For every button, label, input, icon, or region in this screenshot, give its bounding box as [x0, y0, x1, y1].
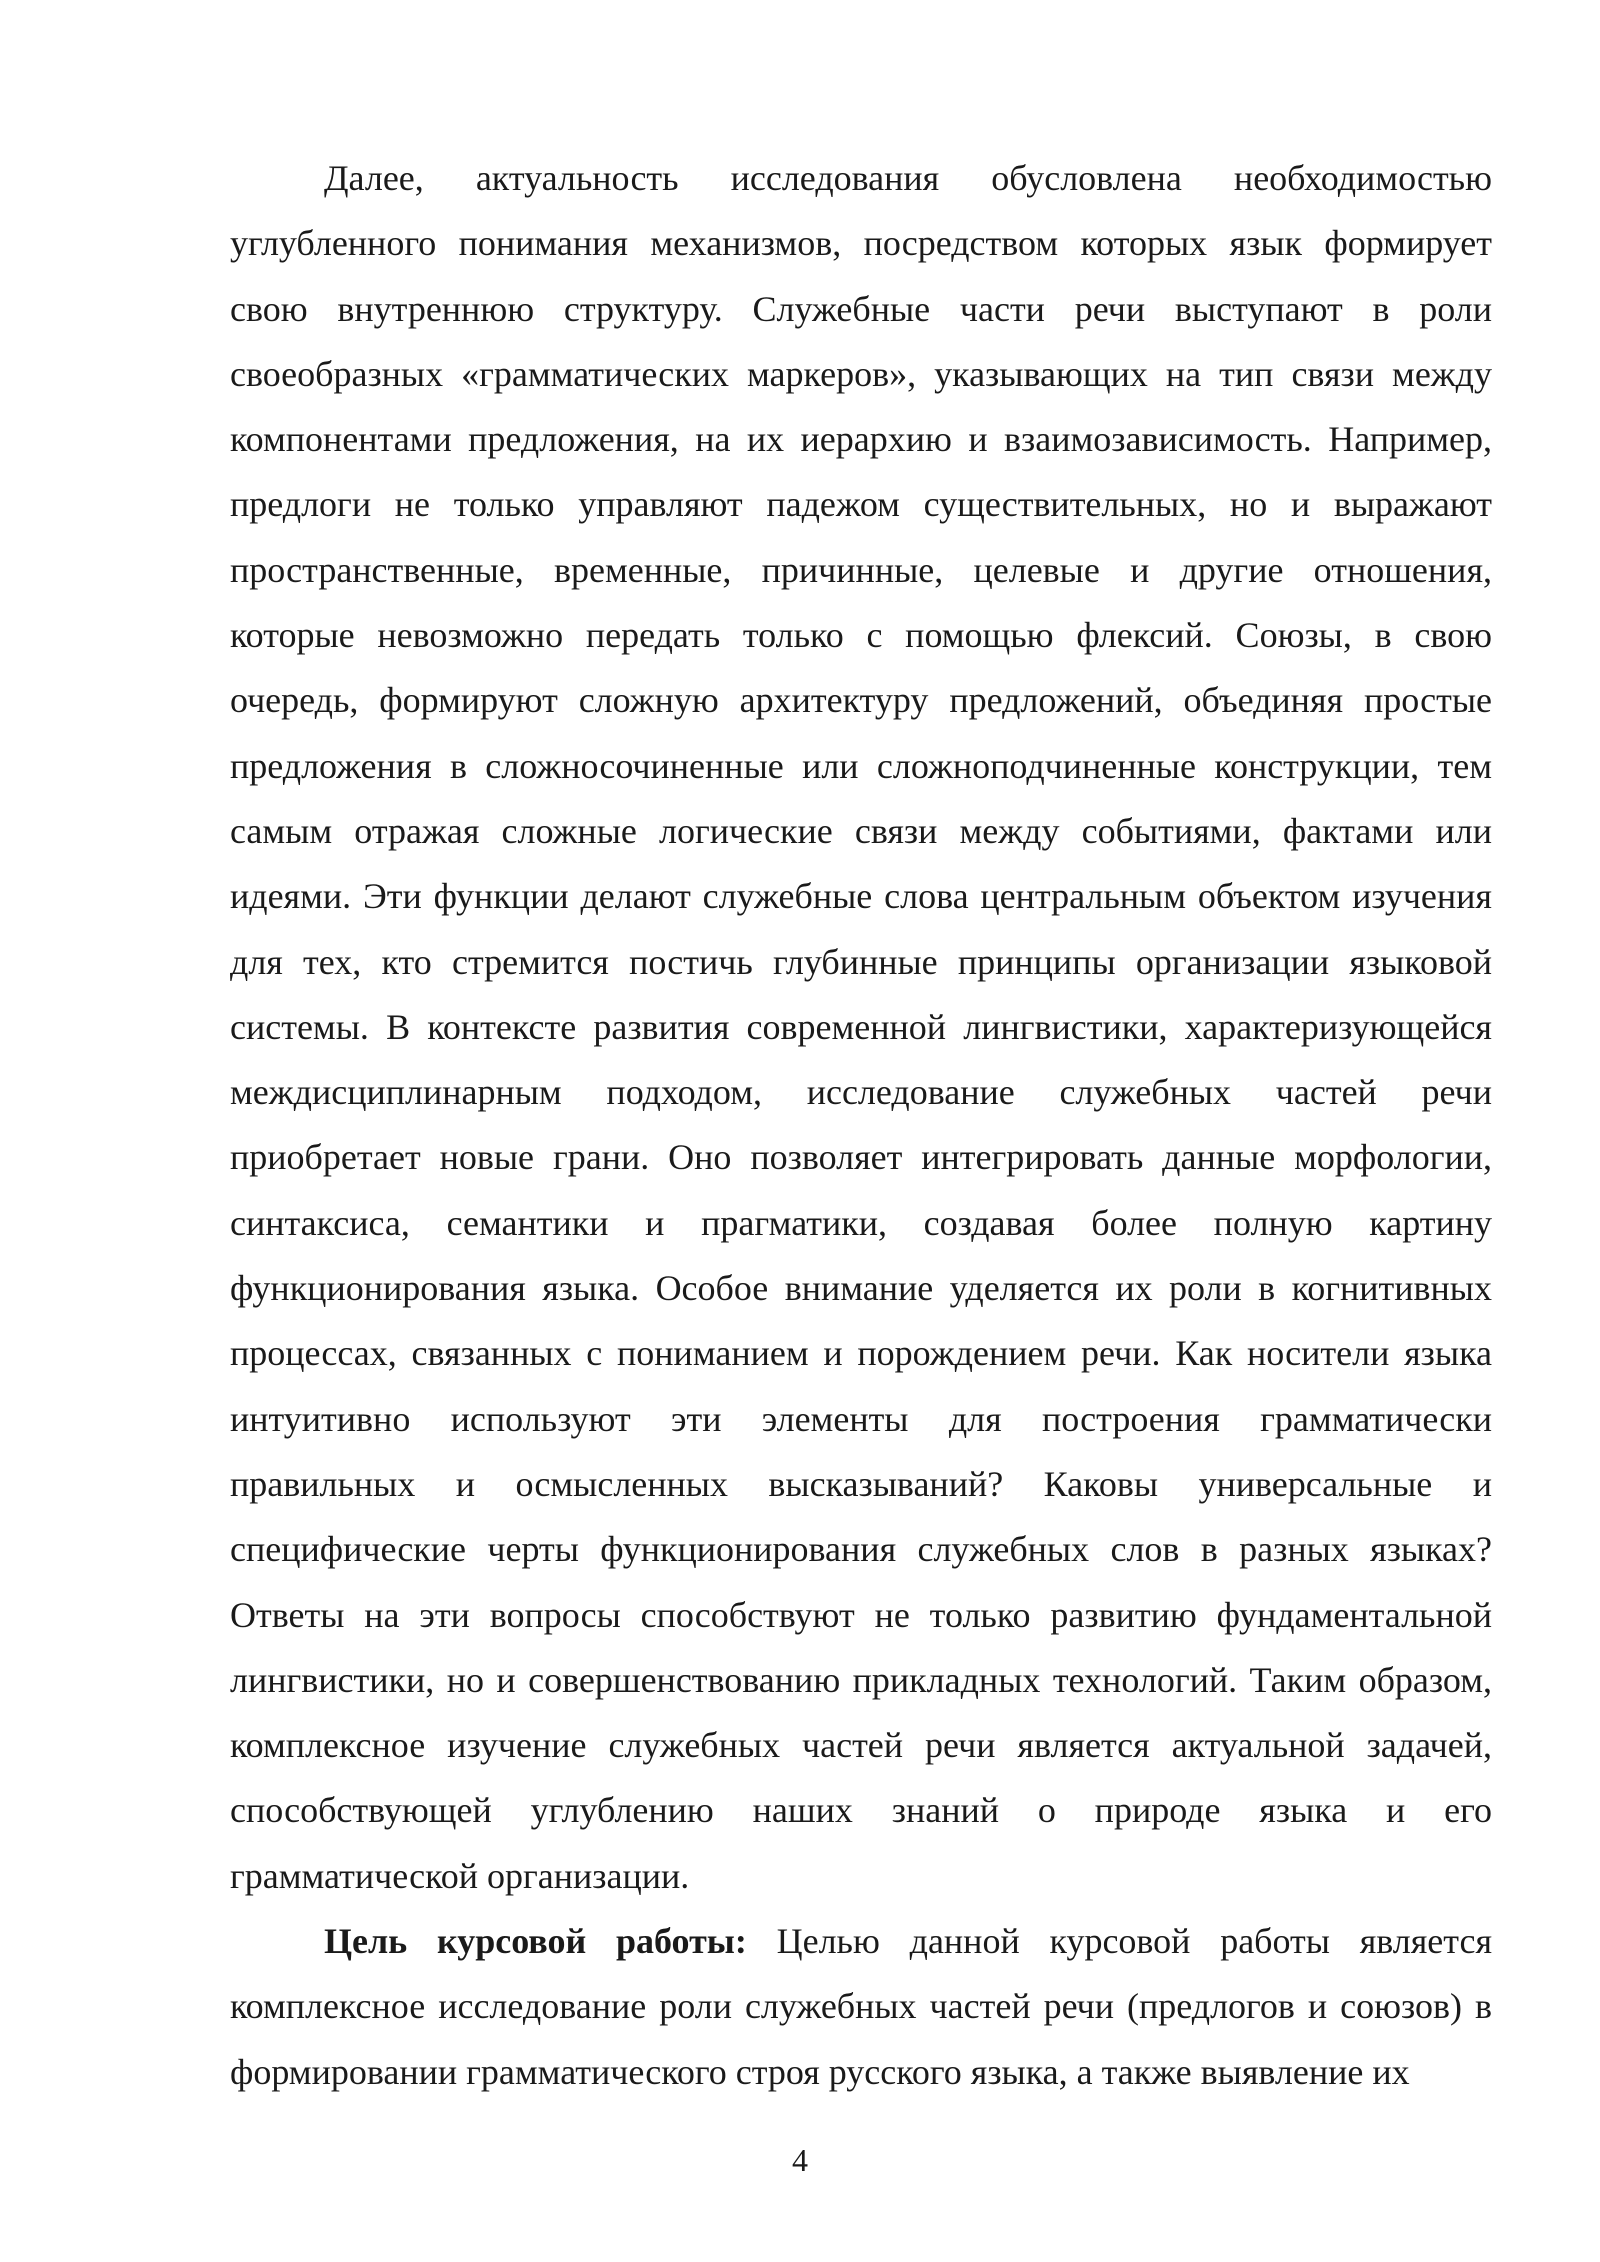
paragraph-goal [230, 1909, 1492, 2105]
body-text [230, 146, 1492, 2105]
paragraph-relevance [230, 146, 1492, 1909]
paragraph-text: Целью данной курсовой работы является комплексное исследование роли служебных частей речи (предлогов и союзов) в формировании грамматического строя русского языка, а также выявление их [230, 1921, 1492, 2092]
page-number: 4 [792, 2142, 808, 2178]
paragraph-label: Цель курсовой работы: [324, 1921, 747, 1962]
paragraph-text: Далее, актуальность исследования обусловлена необходимостью углубленного понимания механизмов, посредством которых язык формирует свою внутреннюю структуру. Служебные части речи выступают в роли своеобразных «грамматических маркеров», указывающих на тип связи между компонентами предложения, на их иерархию и взаимозависимость. Например, предлоги не только управляют падежом существительных, но и выражают пространственные, временные, причинные, целевые и другие отношения, которые невозможно передать только с помощью флексий. Союзы, в свою очередь, формируют сложную архитектуру предложений, объединяя простые предложения в сложносочиненные или сложноподчиненные конструкции, тем самым отражая сложные логические связи между событиями, фактами или идеями. Эти функции делают служебные слова центральным объектом изучения для тех, кто стремится постичь глубинные принципы организации языковой системы. В контексте развития современной лингвистики, характеризующейся междисциплинарным подходом, исследование служебных частей речи приобретает новые грани. Оно позволяет интегрировать данные морфологии, синтаксиса, семантики и прагматики, создавая более полную картину функционирования языка. Особое внимание уделяется их роли в когнитивных процессах, связанных с пониманием и порождением речи. Как носители языка интуитивно используют эти элементы для построения грамматически правильных и осмысленных высказываний? Каковы универсальные и специфические черты функционирования служебных слов в разных языках? Ответы на эти вопросы способствуют не только развитию фундаментальной лингвистики, но и совершенствованию прикладных технологий. Таким образом, комплексное изучение служебных частей речи является актуальной задачей, способствующей углублению наших знаний о природе языка и его грамматической организации. [230, 158, 1492, 1896]
